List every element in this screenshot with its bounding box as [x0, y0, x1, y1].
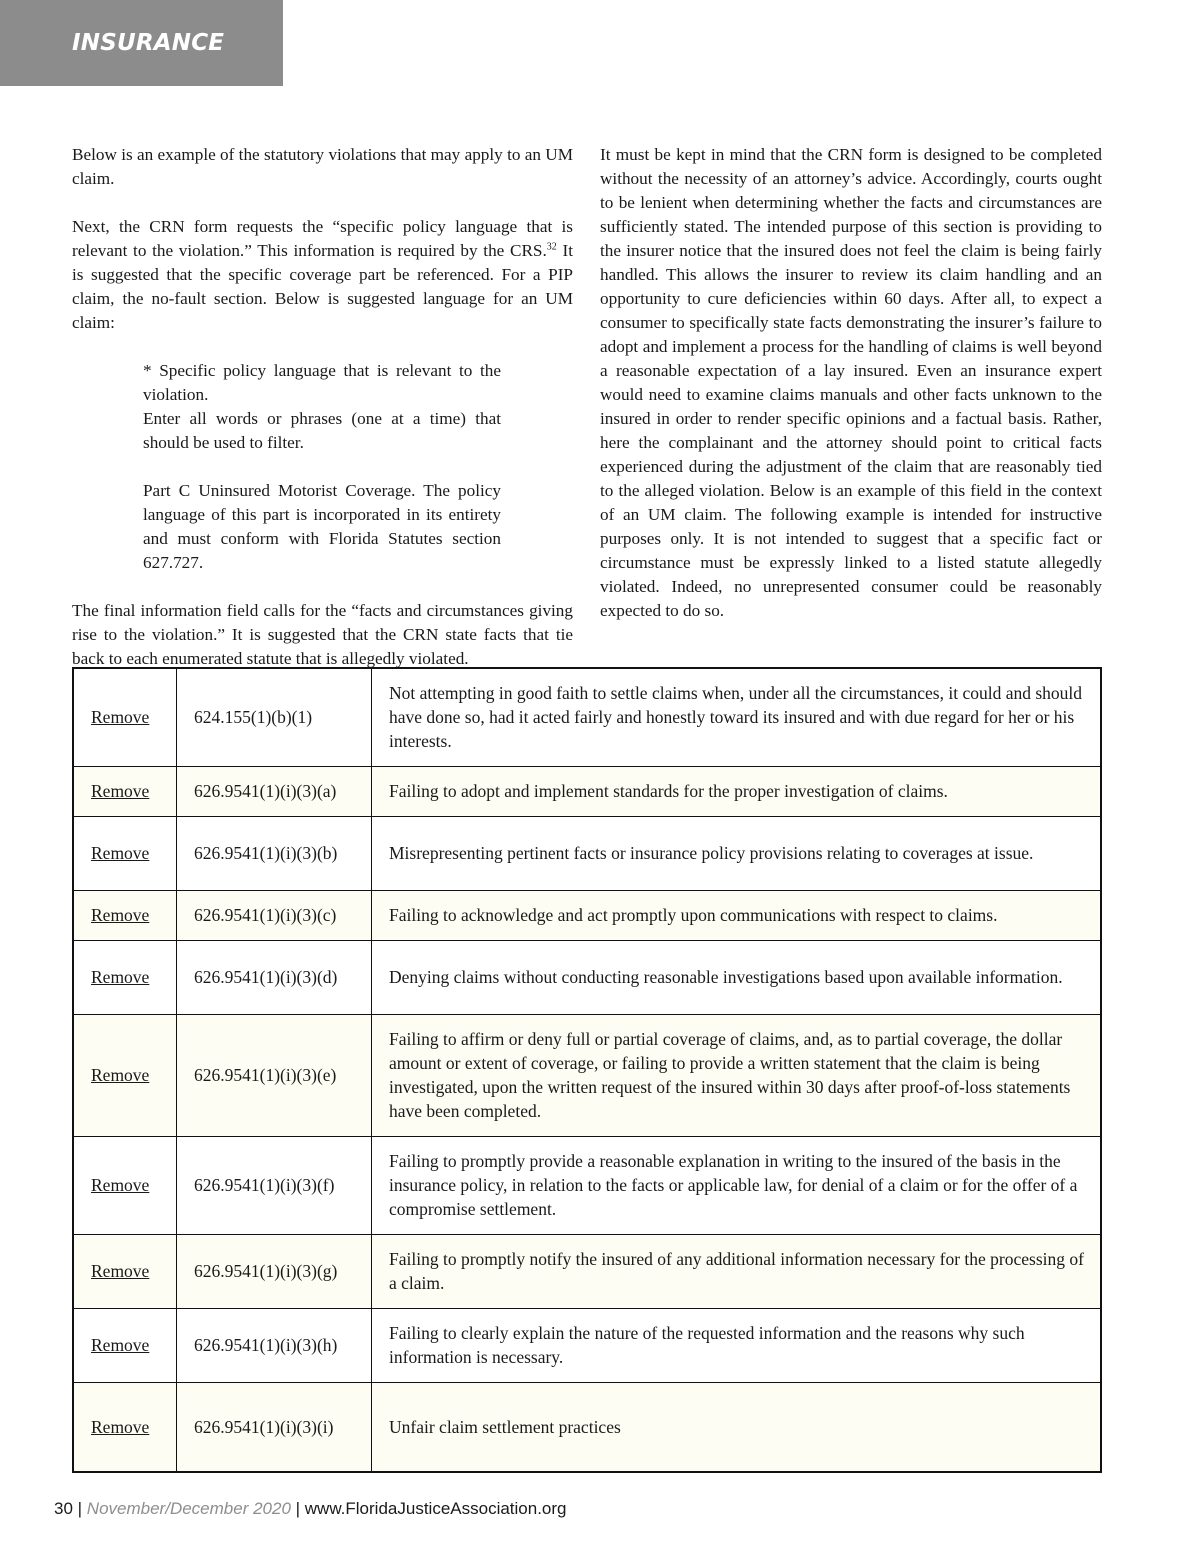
statute-cell: 626.9541(1)(i)(3)(g) — [177, 1234, 372, 1308]
statute-cell: 626.9541(1)(i)(3)(b) — [177, 816, 372, 890]
table-row — [73, 1308, 1101, 1382]
section-title: INSURANCE — [72, 30, 225, 56]
left-paragraph-1: Below is an example of the statutory violations that may apply to an UM claim. — [72, 145, 573, 188]
table-row — [73, 1382, 1101, 1472]
remove-link[interactable]: Remove — [91, 967, 150, 987]
description-cell: Failing to affirm or deny full or partial coverage of claims, and, as to partial coverage, the dollar amount or extent of coverage, or failing to provide a written statement that the claim is being investigated, upon the written request of the insured within 30 days after proof-of-loss statements have been completed. — [372, 1014, 1102, 1136]
description-cell: Misrepresenting pertinent facts or insurance policy provisions relating to coverages at issue. — [372, 816, 1102, 890]
description-cell: Failing to adopt and implement standards for the proper investigation of claims. — [372, 766, 1102, 816]
statute-cell: 626.9541(1)(i)(3)(h) — [177, 1308, 372, 1382]
description-cell: Failing to promptly provide a reasonable explanation in writing to the insured of the basis in the insurance policy, in relation to the facts or applicable law, for denial of a claim or for the offer of a compromise settlement. — [372, 1136, 1102, 1234]
description-cell: Not attempting in good faith to settle claims when, under all the circumstances, it could and should have done so, had it acted fairly and honestly toward its insured and with due regard for her or his interests. — [372, 668, 1102, 766]
page-footer — [54, 1499, 567, 1519]
table-row — [73, 1014, 1101, 1136]
table-row — [73, 816, 1101, 890]
statute-cell: 626.9541(1)(i)(3)(a) — [177, 766, 372, 816]
left-column — [72, 143, 573, 671]
left-paragraph-2 — [72, 215, 573, 335]
section-header — [0, 0, 283, 86]
quote-line-2: Enter all words or phrases (one at a time) that should be used to filter. — [143, 409, 501, 452]
quote-line-1: * Specific policy language that is relevant to the violation. — [143, 361, 501, 404]
description-cell: Unfair claim settlement practices — [372, 1382, 1102, 1472]
left-paragraph-2-text-cont: It is suggested that the specific coverage part be referenced. For a PIP claim, the no-fault section. Below is suggested language for an UM claim: — [72, 241, 573, 332]
table-row — [73, 890, 1101, 940]
statute-cell: 626.9541(1)(i)(3)(d) — [177, 940, 372, 1014]
statute-cell: 626.9541(1)(i)(3)(c) — [177, 890, 372, 940]
right-column — [600, 143, 1102, 623]
remove-link[interactable]: Remove — [91, 1335, 150, 1355]
statute-cell: 626.9541(1)(i)(3)(e) — [177, 1014, 372, 1136]
remove-link[interactable]: Remove — [91, 1416, 150, 1437]
remove-link[interactable]: Remove — [91, 707, 150, 728]
statute-cell: 626.9541(1)(i)(3)(f) — [177, 1136, 372, 1234]
left-paragraph-2-text: Next, the CRN form requests the “specific policy language that is relevant to the violation.” This information is required by the CRS. — [72, 217, 573, 260]
statute-cell: 626.9541(1)(i)(3)(i) — [177, 1382, 372, 1472]
remove-link[interactable]: Remove — [91, 843, 150, 863]
table-row — [73, 766, 1101, 816]
table-row — [73, 668, 1101, 766]
quote-line-3: Part C Uninsured Motorist Coverage. The policy language of this part is incorporated in its entirety and must conform with Florida Statutes section 627.727. — [143, 481, 501, 572]
right-paragraph-1: It must be kept in mind that the CRN form is designed to be completed without the necessity of an attorney’s advice. Accordingly, courts ought to be lenient when determining whether the facts and circumstances are sufficiently stated. The intended purpose of this section is providing to the insurer notice that the insured does not feel the claim is being fairly handled. This allows the insurer to review its claim handling and an opportunity to cure deficiencies within 60 days. After all, to expect a consumer to specifically state facts demonstrating the insurer’s failure to adopt and implement a process for the handling of claims is well beyond a reasonable expectation of a lay insured. Even an insurance expert would need to examine claims manuals and other facts unknown to the insured in order to render specific opinions and a factual basis. Rather, here the complainant and the attorney should point to critical facts experienced during the adjustment of the claim that are reasonably tied to the alleged violation. Below is an example of this field in the context of an UM claim. The following example is intended for instructive purposes only. It is not intended to suggest that a specific fact or circumstance must be expressly linked to a listed statute allegedly violated. Indeed, no unrepresented consumer could be reasonably expected to do so. — [600, 145, 1102, 620]
remove-link[interactable]: Remove — [91, 1065, 150, 1085]
footer-separator: | — [290, 1499, 305, 1518]
remove-link[interactable]: Remove — [91, 905, 150, 925]
footnote-marker: 32 — [546, 241, 557, 253]
statute-violations-table — [72, 667, 1102, 1473]
table-row — [73, 1136, 1101, 1234]
left-paragraph-3: The final information field calls for the “facts and circumstances giving rise to the violation.” It is suggested that the CRN state facts that tie back to each enumerated statute that is allegedly violated. — [72, 601, 573, 668]
table-row — [73, 1234, 1101, 1308]
description-cell: Failing to acknowledge and act promptly upon communications with respect to claims. — [372, 890, 1102, 940]
description-cell: Failing to promptly notify the insured of any additional information necessary for the processing of a claim. — [372, 1234, 1102, 1308]
policy-language-example — [143, 359, 501, 575]
table-row — [73, 940, 1101, 1014]
remove-link[interactable]: Remove — [91, 1175, 150, 1195]
footer-separator: | — [72, 1499, 87, 1518]
page-number: 30 — [54, 1499, 73, 1518]
description-cell: Failing to clearly explain the nature of the requested information and the reasons why such information is necessary. — [372, 1308, 1102, 1382]
remove-link[interactable]: Remove — [91, 781, 150, 801]
statute-cell: 624.155(1)(b)(1) — [177, 668, 372, 766]
issue-date: November/December 2020 — [86, 1499, 291, 1518]
website-url: www.FloridaJusticeAssociation.org — [304, 1499, 567, 1518]
description-cell: Denying claims without conducting reasonable investigations based upon available information. — [372, 940, 1102, 1014]
remove-link[interactable]: Remove — [91, 1261, 150, 1281]
